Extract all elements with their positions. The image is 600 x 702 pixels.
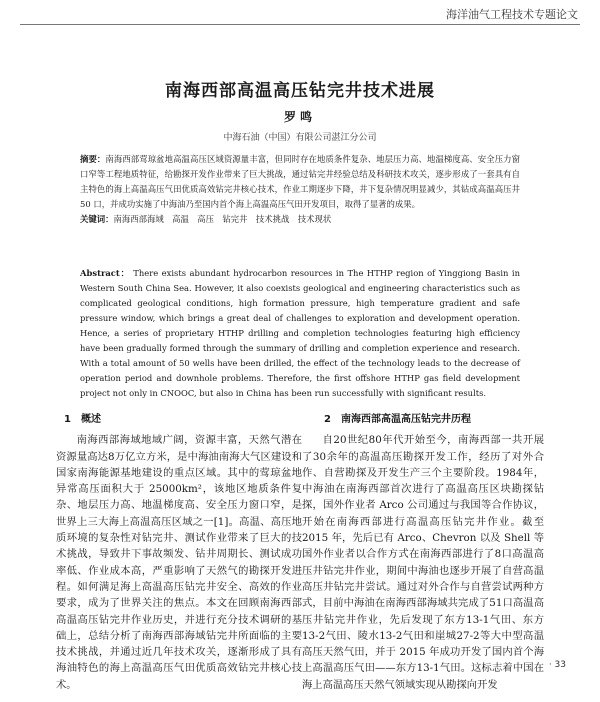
- journal-running-head: 海洋油气工程技术专题论文: [446, 8, 578, 21]
- abstract-cn-text: 南海西部莺琼盆地高温高压区域资源量丰富，但同时存在地质条件复杂、地层压力高、地温梯度高、安全压力窗口窄等工程地质特征，给勘探开发作业带来了巨大挑战，通过钻完井经验总结及科研技术攻关，逐步形成了一套具有自主特色的海上高温高压气田优质高效钻完井核心技术，作业工期逐步下降，井下复杂情况明显减少，其钻成高温高压井 50 口，并成功实施了中海油乃至国内首个海上高温高压气田开发项目，取得了显著的成果。: [80, 154, 520, 209]
- author-name: 罗鸣: [283, 110, 316, 124]
- section-2-body: 自20世纪80年代开始至今，南海西部一共开展了30余年的高温高压勘探开发工作，经历了对外合作、自营勘探及开发生产三个主要阶段。1984年，中海油在南海西部首次进行了高温高压区块勘探钻探，国外作业者 Arco 公司通过与我国等合作协议，开始在南海西部进行高温高压钻完井作业。截至 2015 年，先后已有 Arco、Chevron 以及 Shell 等国外作业者以合作方式在南海西部进行了8口高温高压井钻完井作业，期间中海油也逐步开展了自营高温高压井钻完井尝试。通过对外合作与自营尝试两种方式，目前中海油在南海西部海域共完成了51口高温高压井钻完井作业，先后发现了东方13-1气田、东方13-2气田、陵水13-2气田和崖城27-2等大中型高温高压天然气田，并于 2015 年成功开发了国内首个海上高温高压气田——东方13-1气田。这标志着中国在海上高温高压天然气领域实现从勘探向开发: [302, 434, 544, 691]
- section-1-body: 南海西部海域地域广阔，资源丰富，天然气潜在资源量高达8万亿立方米，是中海油南海大气区建设和国家南海能源基地建设的重点区域。其中的莺琼盆地异常高压面积大于 25000km²，该地区地质条件复杂、地层压力高、地温梯度高、安全压力窗口窄，是世界上三大海上高温高压区域之一[1]。高温、高压地质环境的复杂性对钻完井、测试作业带来了巨大的技术挑战，导致井下事故频发、钻井周期长、测试成功率低、作业成本高，严重影响了天然气的勘探开发进程。如何满足海上高温高压钻完井安全、高效的作业要求，成为了世界关注的焦点。本文在回顾南海西部高温高压钻完井作业历史，并进行充分技术调研的基础上，总结分析了南海西部海域钻完井所面临的主要技术挑战，并通过近几年技术攻关，逐渐形成了具有海油特色的海上高温高压气田优质高效钻完井核心技术。: [56, 434, 302, 691]
- section-1-heading: 1 概述: [64, 414, 101, 425]
- keywords-cn-text: 南海西部海域 高温 高压 钻完井 技术挑战 技术现状: [113, 214, 332, 224]
- chinese-abstract: [80, 152, 520, 227]
- author-affiliation: 中海石油（中国）有限公司湛江分公司: [223, 133, 377, 143]
- chinese-abstract-body: [80, 152, 520, 212]
- left-column: [56, 412, 302, 693]
- right-column: [302, 412, 544, 693]
- keywords-cn-label: 关键词：: [80, 214, 114, 224]
- chinese-keywords: [80, 212, 520, 227]
- abstract-en-label: Abstract：: [80, 268, 130, 278]
- english-abstract: [80, 266, 520, 401]
- abstract-en-text: There exists abundant hydrocarbon resources in The HTHP region of Yinggiong Basin in Western South China Sea. However, it also coexists geological and engineering characteristics such as complicated geological conditions, high formation pressure, high temperature gradient and safe pressure window, which brings a great deal of challenges to exploration and development operation. Hence, a series of proprietary HTHP drilling and completion technologies featuring high efficiency have been gradually formed through the summary of drilling and completion experience and research. With a total amount of 50 wells have been drilled, the effect of the technology leads to the decrease of operation period and downhole problems. Therefore, the first offshore HTHP gas field development project not only in CNOOC, but also in China has been run successfully with significant results.: [80, 268, 521, 398]
- abstract-cn-label: 摘要：: [80, 154, 106, 164]
- section-2-heading: 2 南海西部高温高压钻完井历程: [324, 414, 471, 425]
- paper-title: 南海西部高温高压钻完井技术进展: [165, 81, 435, 101]
- header-rule: [20, 24, 580, 25]
- page-number: · 33: [548, 660, 566, 670]
